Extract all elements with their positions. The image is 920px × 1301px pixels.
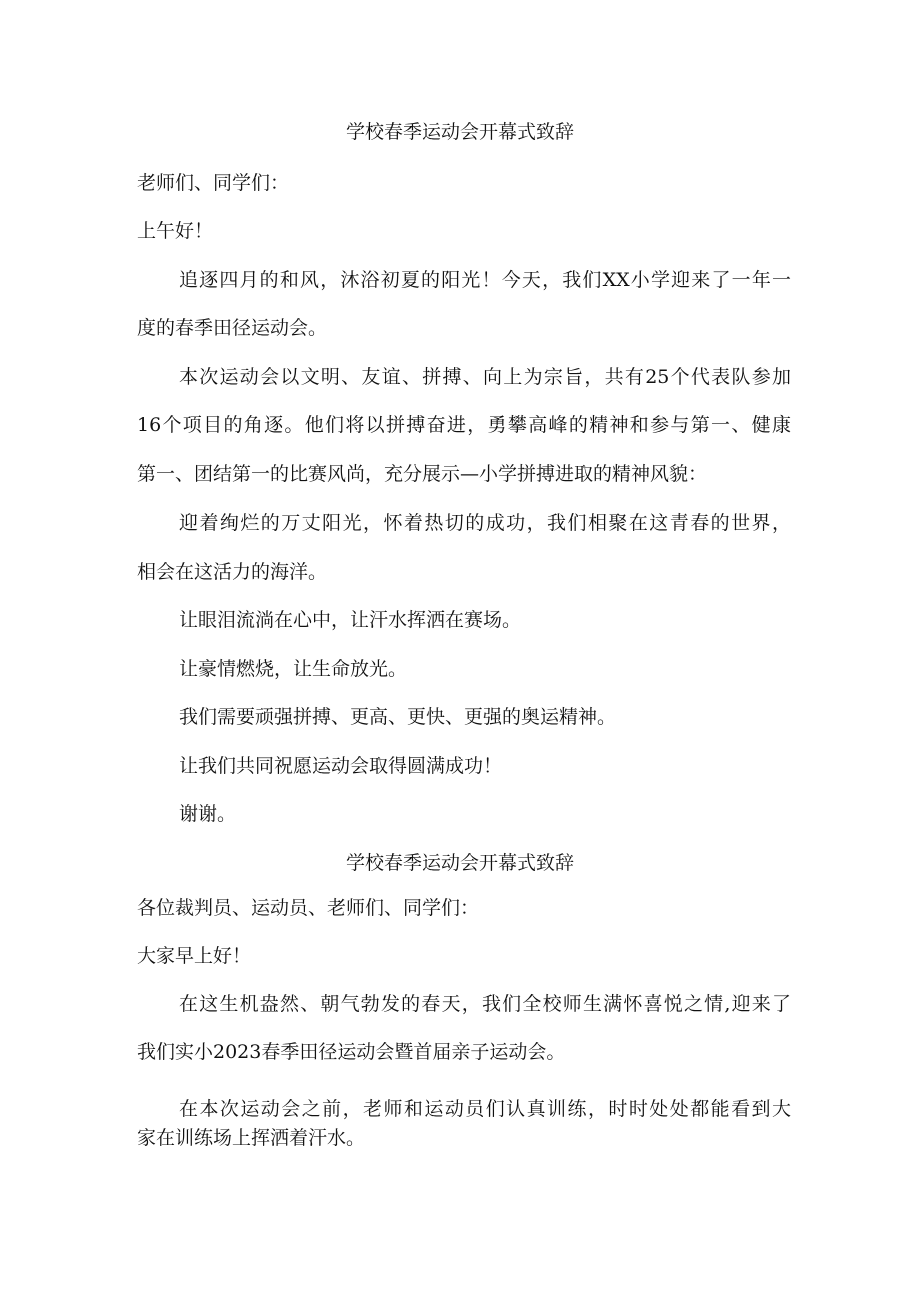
speech1-p2-line2: 16个项目的角逐。他们将以拼搏奋进，勇攀高峰的精神和参与第一、健康 (137, 414, 791, 436)
speech1-p5: 让豪情燃烧，让生命放光。 (179, 658, 408, 680)
speech1-p3-line1: 迎着绚烂的万丈阳光，怀着热切的成功，我们相聚在这青春的世界， (179, 512, 791, 534)
speech1-salutation: 老师们、同学们： (137, 172, 290, 194)
speech2-title: 学校春季运动会开幕式致辞 (345, 852, 574, 874)
speech1-p3-line2: 相会在这活力的海洋。 (137, 561, 328, 583)
speech1-p2-line3: 第一、团结第一的比赛风尚，充分展示—小学拼搏进取的精神风貌： (137, 463, 708, 485)
speech1-p2-line1: 本次运动会以文明、友谊、拼搏、向上为宗旨，共有25个代表队参加 (179, 366, 791, 388)
speech2-p1-line1: 在这生机盎然、朝气勃发的春天，我们全校师生满怀喜悦之情,迎来了 (179, 993, 791, 1015)
speech2-greeting: 大家早上好！ (137, 945, 252, 967)
speech2-salutation: 各位裁判员、运动员、老师们、同学们： (137, 897, 480, 919)
speech1-p1-line2: 度的春季田径运动会。 (137, 317, 328, 339)
speech1-p4: 让眼泪流淌在心中，让汗水挥洒在赛场。 (179, 609, 522, 631)
speech2-p1-line2: 我们实小2023春季田径运动会暨首届亲子运动会。 (137, 1041, 566, 1063)
speech2-p2-line2: 家在训练场上挥洒着汗水。 (137, 1127, 366, 1149)
speech1-title: 学校春季运动会开幕式致辞 (345, 121, 574, 143)
speech2-p2-line1: 在本次运动会之前，老师和运动员们认真训练，时时处处都能看到大 (179, 1098, 791, 1120)
speech1-p6: 我们需要顽强拼搏、更高、更快、更强的奥运精神。 (179, 706, 617, 728)
speech1-p7: 让我们共同祝愿运动会取得圆满成功！ (179, 755, 503, 777)
speech1-greeting: 上午好！ (137, 220, 214, 242)
speech1-p1-line1: 追逐四月的和风，沐浴初夏的阳光！今天，我们XX小学迎来了一年一 (179, 269, 791, 291)
speech1-p8: 谢谢。 (179, 803, 237, 825)
